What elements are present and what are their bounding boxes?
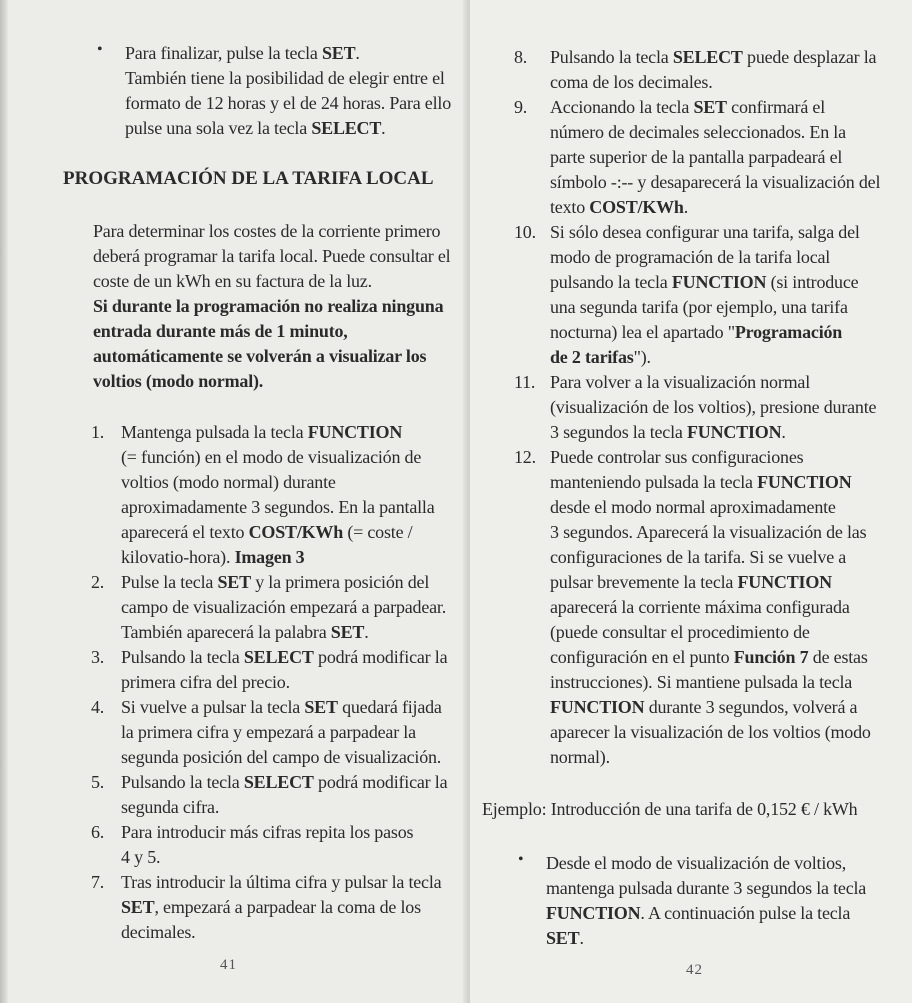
text-run: Si sólo desea configurar una tarifa, salga del — [550, 222, 860, 242]
step-line — [121, 670, 461, 695]
bold-term: SELECT — [243, 647, 314, 667]
step-number: 1. — [91, 422, 105, 442]
text-run: parte superior de la pantalla parpadeará el — [550, 147, 843, 167]
step-line — [550, 695, 895, 720]
warning-line — [93, 369, 453, 394]
text-run: Para introducir más cifras repita los pasos — [121, 822, 414, 842]
text-run: decimales. — [121, 922, 196, 942]
intro-bullet — [97, 41, 455, 141]
bullet-line — [125, 91, 455, 116]
warning-line — [93, 319, 453, 344]
bold-term: Imagen 3 — [234, 547, 305, 567]
text-run: Pulsando la tecla — [121, 772, 244, 792]
warning-paragraph — [93, 294, 453, 394]
text-run: Puede controlar sus configuraciones — [550, 447, 804, 467]
bullet-symbol: • — [97, 41, 103, 58]
bullet-line — [546, 851, 896, 876]
text-run: También aparecerá la palabra — [121, 622, 331, 642]
bullet-line — [546, 876, 896, 901]
text-run: texto — [550, 197, 590, 217]
text-run: y la primera posición del — [250, 572, 430, 592]
step-line — [550, 220, 895, 245]
step-line — [550, 170, 895, 195]
intro-line — [93, 269, 453, 294]
text-run: confirmará el — [726, 97, 826, 117]
step-line — [550, 595, 895, 620]
text-run: coste de un kWh en su factura de la luz. — [93, 271, 372, 291]
step-line — [550, 745, 895, 770]
intro-line — [93, 244, 453, 269]
bullet-symbol: • — [518, 851, 524, 868]
step-item — [91, 645, 461, 695]
step-line — [550, 370, 895, 395]
step-item — [514, 95, 895, 220]
step-line — [121, 845, 461, 870]
step-line — [121, 820, 461, 845]
text-run: Para finalizar, pulse la tecla — [125, 43, 322, 63]
text-run: (= función) en el modo de visualización de — [121, 447, 422, 467]
step-line — [550, 445, 895, 470]
step-item — [91, 570, 461, 645]
text-run: Tras introducir la última cifra y pulsar la tecla — [121, 872, 442, 892]
bold-term: SET — [217, 572, 251, 592]
bold-term: Función 7 — [733, 647, 809, 667]
text-run: . — [355, 43, 360, 63]
step-line — [121, 495, 461, 520]
text-run: 4 y 5. — [121, 847, 161, 867]
text-run: (= coste / — [343, 522, 413, 542]
text-run: (si introduce — [766, 272, 859, 292]
step-line — [550, 720, 895, 745]
text-run: manteniendo pulsada la tecla — [550, 472, 758, 492]
step-line — [121, 520, 461, 545]
text-run: primera cifra del precio. — [121, 672, 290, 692]
text-run: mantenga pulsada durante 3 segundos la tecla — [546, 878, 867, 898]
bold-term: FUNCTION — [671, 272, 767, 292]
step-item — [514, 445, 895, 770]
step-line — [550, 570, 895, 595]
right-page — [470, 0, 912, 1003]
bold-term: FUNCTION — [546, 903, 641, 923]
step-line — [121, 870, 461, 895]
step-line — [121, 445, 461, 470]
steps-list-left — [91, 420, 461, 945]
step-item — [91, 420, 461, 570]
step-line — [121, 545, 461, 570]
text-run: configuración en el punto — [550, 647, 734, 667]
step-line — [550, 145, 895, 170]
text-run: "). — [633, 347, 651, 367]
step-item — [91, 770, 461, 820]
text-run: kilovatio-hora). — [121, 547, 235, 567]
step-line — [550, 520, 895, 545]
text-run: quedará fijada — [337, 697, 442, 717]
step-number: 10. — [514, 222, 536, 242]
text-run: normal). — [550, 747, 610, 767]
bold-term: automáticamente se volverán a visualizar los — [93, 346, 427, 366]
step-number: 4. — [91, 697, 105, 717]
text-run: . — [364, 622, 369, 642]
step-item — [91, 870, 461, 945]
text-run: una segunda tarifa (por ejemplo, una tarifa — [550, 297, 848, 317]
step-line — [121, 620, 461, 645]
step-line — [550, 645, 895, 670]
bold-term: COST/KWh — [589, 197, 684, 217]
text-run: Mantenga pulsada la tecla — [121, 422, 308, 442]
text-run: Pulsando la tecla — [121, 647, 244, 667]
bold-term: Si durante la programación no realiza ninguna — [93, 296, 444, 316]
step-number: 5. — [91, 772, 105, 792]
bullet-text — [546, 851, 896, 951]
text-run: deberá programar la tarifa local. Puede consultar el — [93, 246, 451, 266]
step-line — [550, 45, 895, 70]
bold-term: Programación — [734, 322, 843, 342]
text-run: . — [579, 928, 584, 948]
text-run: pulsar brevemente la tecla — [550, 572, 738, 592]
step-line — [121, 420, 461, 445]
step-number: 8. — [514, 47, 528, 67]
step-line — [121, 645, 461, 670]
warning-line — [93, 344, 453, 369]
bold-term: SET — [546, 928, 580, 948]
text-run: Para volver a la visualización normal — [550, 372, 810, 392]
step-line — [121, 770, 461, 795]
step-line — [121, 720, 461, 745]
step-line — [550, 620, 895, 645]
text-run: la primera cifra y empezará a parpadear la — [121, 722, 416, 742]
text-run: configuraciones de la tarifa. Si se vuelve a — [550, 547, 847, 567]
text-run: 3 segundos la tecla — [550, 422, 687, 442]
step-number: 7. — [91, 872, 105, 892]
bold-term: COST/KWh — [248, 522, 344, 542]
step-item — [91, 695, 461, 770]
bold-term: FUNCTION — [737, 572, 832, 592]
text-run: símbolo -:-- y desaparecerá la visualización del — [550, 172, 881, 192]
step-number: 9. — [514, 97, 528, 117]
text-run: número de decimales seleccionados. En la — [550, 122, 846, 142]
text-run: voltios (modo normal) durante — [121, 472, 336, 492]
text-run: aparecerá la corriente máxima configurada — [550, 597, 850, 617]
text-run: de estas — [808, 647, 868, 667]
text-run: pulse una sola vez la tecla — [125, 118, 312, 138]
step-line — [550, 245, 895, 270]
step-number: 2. — [91, 572, 105, 592]
step-line — [121, 920, 461, 945]
page-number-left: 41 — [220, 957, 237, 973]
text-run: coma de los decimales. — [550, 72, 713, 92]
text-run: puede desplazar la — [742, 47, 877, 67]
text-run: aparecerá el texto — [121, 522, 249, 542]
bold-term: SET — [304, 697, 338, 717]
text-run: modo de programación de la tarifa local — [550, 247, 831, 267]
bold-term: SET — [330, 622, 365, 642]
step-line — [550, 545, 895, 570]
bold-term: voltios (modo normal). — [93, 371, 264, 391]
text-run: pulsando la tecla — [550, 272, 672, 292]
step-number: 3. — [91, 647, 105, 667]
bold-term: SET — [693, 97, 727, 117]
step-item — [514, 370, 895, 445]
text-run: 3 segundos. Aparecerá la visualización de las — [550, 522, 867, 542]
step-line — [121, 745, 461, 770]
step-line — [550, 670, 895, 695]
step-number: 6. — [91, 822, 105, 842]
text-run: Si vuelve a pulsar la tecla — [121, 697, 305, 717]
text-run: . — [683, 197, 689, 217]
bold-term: FUNCTION — [550, 697, 645, 717]
step-line — [121, 795, 461, 820]
step-line — [121, 470, 461, 495]
page-number-right: 42 — [686, 962, 703, 978]
section-heading: PROGRAMACIÓN DE LA TARIFA LOCAL — [63, 168, 434, 189]
text-run: segunda cifra. — [121, 797, 220, 817]
bold-term: de 2 tarifas — [550, 347, 634, 367]
step-line — [550, 70, 895, 95]
text-run: . — [781, 422, 786, 442]
text-run: desde el modo normal aproximadamente — [550, 497, 836, 517]
intro-line — [93, 219, 453, 244]
step-line — [550, 345, 895, 370]
text-run: aparecer la visualización de los voltios (modo — [550, 722, 871, 742]
bullet-line — [546, 926, 896, 951]
text-run: instrucciones). Si mantiene pulsada la tecla — [550, 672, 853, 692]
step-line — [550, 95, 895, 120]
text-run: segunda posición del campo de visualización. — [121, 747, 442, 767]
step-line — [550, 195, 895, 220]
bullet-line — [546, 901, 896, 926]
step-item — [91, 820, 461, 870]
step-item — [514, 220, 895, 370]
text-run: formato de 12 horas y el de 24 horas. Para ello — [125, 93, 451, 113]
text-run: aproximadamente 3 segundos. En la pantalla — [121, 497, 435, 517]
intro-paragraph — [93, 219, 453, 294]
text-run: Accionando la tecla — [550, 97, 694, 117]
step-line — [550, 120, 895, 145]
text-run: (visualización de los voltios), presione durante — [550, 397, 877, 417]
text-run: durante 3 segundos, volverá a — [644, 697, 858, 717]
step-line — [550, 320, 895, 345]
step-line — [121, 895, 461, 920]
text-run: Pulse la tecla — [121, 572, 218, 592]
text-run: . — [381, 118, 386, 138]
step-line — [550, 420, 895, 445]
bullet-line — [125, 116, 455, 141]
step-line — [550, 395, 895, 420]
text-run: También tiene la posibilidad de elegir entre el — [125, 68, 445, 88]
text-run: podrá modificar la — [313, 772, 448, 792]
bold-term: entrada durante más de 1 minuto, — [93, 321, 348, 341]
text-run: campo de visualización empezará a parpadear. — [121, 597, 447, 617]
bold-term: SELECT — [311, 118, 382, 138]
bullet-text — [125, 41, 455, 141]
bold-term: FUNCTION — [686, 422, 782, 442]
text-run: Desde el modo de visualización de voltios, — [546, 853, 847, 873]
step-line — [121, 695, 461, 720]
step-number: 11. — [514, 372, 536, 392]
bold-term: SELECT — [243, 772, 314, 792]
text-run: , empezará a parpadear la coma de los — [154, 897, 421, 917]
step-line — [550, 270, 895, 295]
step-line — [550, 470, 895, 495]
text-run: nocturna) lea el apartado " — [550, 322, 735, 342]
steps-list-right — [514, 45, 895, 770]
bold-term: FUNCTION — [757, 472, 852, 492]
bold-term: SELECT — [672, 47, 743, 67]
example-line: Ejemplo: Introducción de una tarifa de 0,152 € / kWh — [482, 799, 858, 819]
step-item — [514, 45, 895, 95]
step-line — [121, 570, 461, 595]
step-line — [550, 495, 895, 520]
bold-term: SET — [121, 897, 155, 917]
text-run: podrá modificar la — [313, 647, 448, 667]
warning-line — [93, 294, 453, 319]
text-run: (puede consultar el procedimiento de — [550, 622, 810, 642]
bold-term: SET — [321, 43, 356, 63]
step-line — [550, 295, 895, 320]
bullet-line — [125, 66, 455, 91]
text-run: Pulsando la tecla — [550, 47, 673, 67]
bullet-line — [125, 41, 455, 66]
text-run: Para determinar los costes de la corriente primero — [93, 221, 441, 241]
bold-term: FUNCTION — [307, 422, 403, 442]
step-line — [121, 595, 461, 620]
step-number: 12. — [514, 447, 536, 467]
example-bullet — [518, 851, 896, 951]
page-edge-shadow — [0, 0, 8, 1003]
text-run: . A continuación pulse la tecla — [640, 903, 851, 923]
